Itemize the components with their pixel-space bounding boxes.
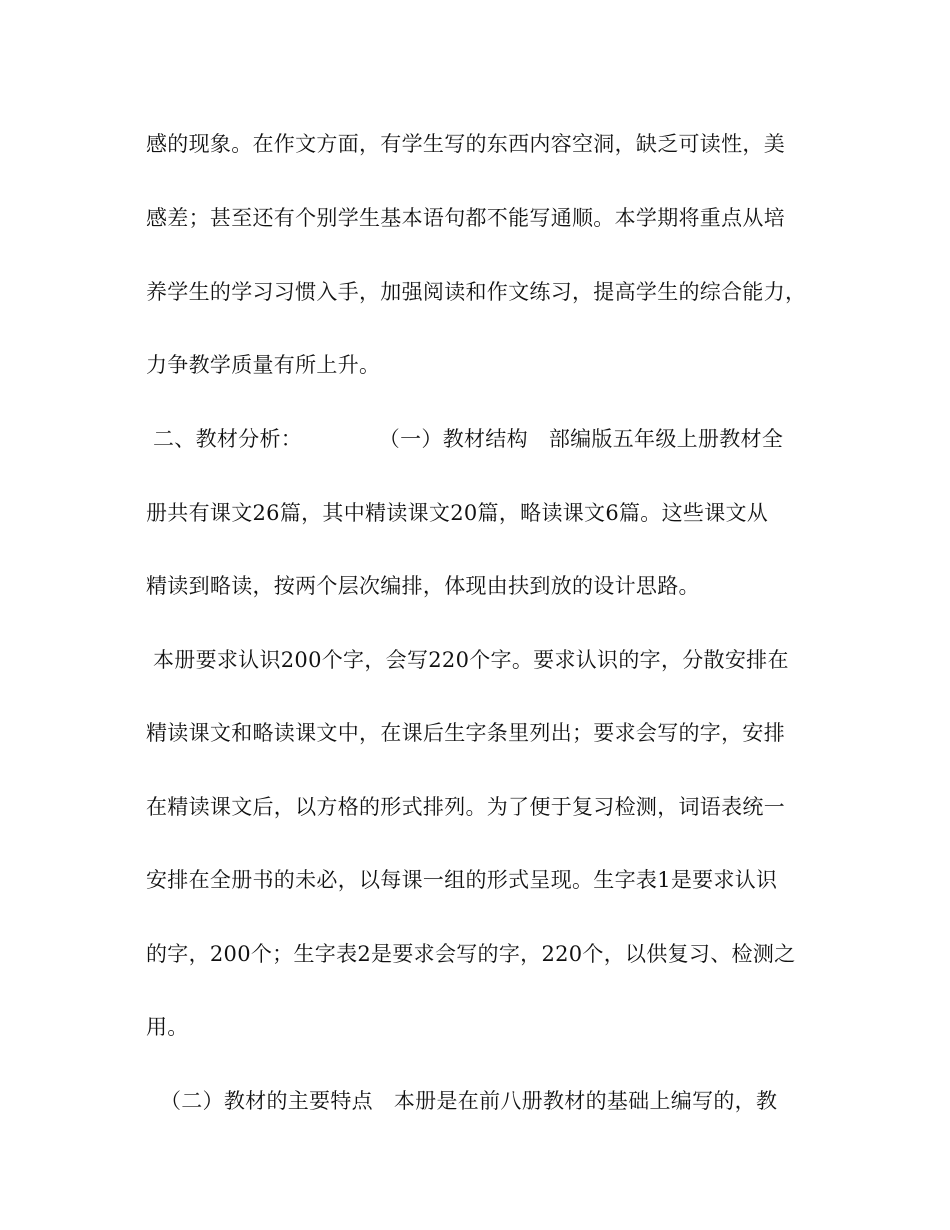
text-line-2: 感差；甚至还有个别学生基本语句都不能写通顺。本学期将重点从培 xyxy=(146,206,785,230)
text-line-13: 用。 xyxy=(146,1015,189,1039)
text-line-7: 精读到略读，按两个层次编排，体现由扶到放的设计思路。 xyxy=(146,574,700,598)
text-line-3: 养学生的学习习惯入手，加强阅读和作文练习，提高学生的综合能力， xyxy=(146,280,807,304)
text-line-10: 在精读课文后，以方格的形式排列。为了便于复习检测，词语表统一 xyxy=(146,795,785,819)
text-line-9: 精读课文和略读课文中，在课后生字条里列出；要求会写的字，安排 xyxy=(146,721,785,745)
text-line-8: 本册要求认识200个字，会写220个字。要求认识的字，分散安排在 xyxy=(146,648,789,672)
section-heading-line: 二、教材分析： （一）教材结构 部编版五年级上册教材全 xyxy=(146,427,784,451)
text-line-12: 的字，200个；生字表2是要求会写的字，220个，以供复习、检测之 xyxy=(146,942,796,966)
subsection-heading-line: （二）教材的主要特点 本册是在前八册教材的基础上编写的，教 xyxy=(146,1089,778,1113)
text-line-1: 感的现象。在作文方面，有学生写的东西内容空洞，缺乏可读性，美 xyxy=(146,132,785,156)
text-line-11: 安排在全册书的未必，以每课一组的形式呈现。生字表1是要求认识 xyxy=(146,868,778,892)
text-line-4: 力争教学质量有所上升。 xyxy=(146,353,381,377)
text-line-6: 册共有课文26篇，其中精读课文20篇，略读课文6篇。这些课文从 xyxy=(146,501,769,525)
